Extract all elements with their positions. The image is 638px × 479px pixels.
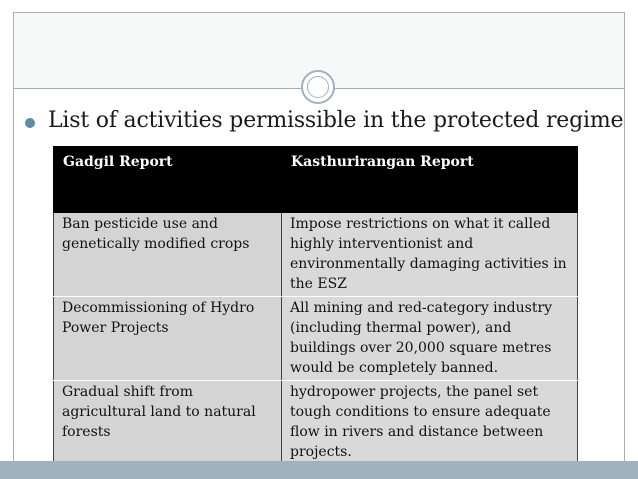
bottom-band [0, 461, 638, 479]
header-gadgil: Gadgil Report [54, 147, 282, 213]
bullet-dot-icon [25, 118, 35, 128]
table-row [54, 213, 578, 297]
table-cell-gadgil: Decommissioning of Hydro Power Projects [54, 297, 282, 381]
table-cell-gadgil: Gradual shift from agricultural land to natural forests [54, 381, 282, 465]
circle-ornament-icon [301, 70, 335, 104]
table-cell-kasthurirangan: hydropower projects, the panel set tough conditions to ensure adequate flow in rivers and distance between projects. [282, 381, 578, 465]
table-cell-gadgil: Ban pesticide use and genetically modified crops [54, 213, 282, 297]
header-kasthurirangan: Kasthurirangan Report [282, 147, 578, 213]
comparison-table [53, 146, 578, 465]
table-cell-kasthurirangan: Impose restrictions on what it called highly interventionist and environmentally damaging activities in the ESZ [282, 213, 578, 297]
table-row [54, 297, 578, 381]
table-row [54, 381, 578, 465]
table-header-row [54, 147, 578, 213]
table-cell-kasthurirangan: All mining and red-category industry (including thermal power), and buildings over 20,000 square metres would be completely banned. [282, 297, 578, 381]
bullet-text: List of activities permissible in the protected regime [48, 108, 624, 133]
